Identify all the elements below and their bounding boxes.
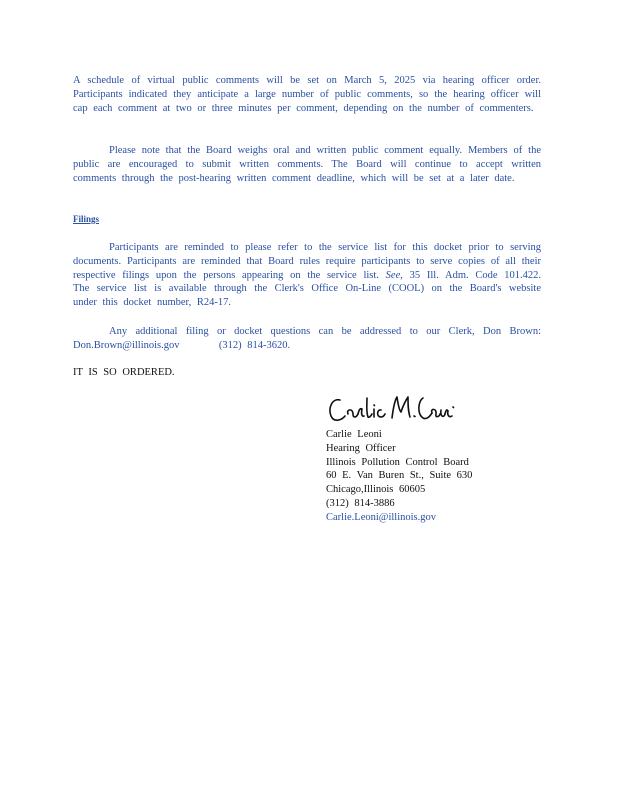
service-list-paragraph xyxy=(73,241,541,310)
agency-name: Illinois Pollution Control Board xyxy=(326,456,469,468)
questions-paragraph xyxy=(73,325,541,353)
clerk-phone: (312) 814-3620. xyxy=(218,339,291,351)
signature-block xyxy=(326,428,472,525)
so-ordered-statement: IT IS SO ORDERED. xyxy=(73,367,175,378)
schedule-paragraph: A schedule of virtual public comments will be set on March 5, 2025 via hearing officer order. Participants indicated they anticipate a large number of public comments, so the hearing officer will cap each comment at two or three minutes per comment, depending on the number of commenters. xyxy=(73,75,541,114)
clerk-email-link[interactable]: Don.Brown@illinois.gov xyxy=(73,339,180,351)
signer-title: Hearing Officer xyxy=(326,442,396,454)
see-citation: See xyxy=(385,269,401,281)
filings-heading: Filings xyxy=(73,214,100,224)
questions-text: Any additional filing or docket questions can be addressed to our Clerk, Don Brown: xyxy=(109,326,541,337)
public-comment-note-paragraph: Please note that the Board weighs oral and written public comment equally. Members of the public are encouraged to submit written comments. The Board will continue to accept written comments through the post-hearing written comment deadline, which will be set at a later date. xyxy=(73,145,541,184)
signer-phone: (312) 814-3886 xyxy=(326,497,395,509)
signer-email-link[interactable]: Carlie.Leoni@illinois.gov xyxy=(326,511,436,523)
signer-name: Carlie Leoni xyxy=(326,429,382,440)
street-address: 60 E. Van Buren St., Suite 630 xyxy=(326,470,473,482)
service-text-after: , 35 Ill. Adm. Code 101.422. The service list is available through the Clerk's Office On-Line (COOL) on the Board's website under this docket number, R24-17. xyxy=(73,269,542,309)
handwritten-signature xyxy=(326,392,456,426)
service-text-before: Participants are reminded to please refer to the service list for this docket prior to serving documents. Participants are reminded that Board rules require participants to serve copies of all their respective filings upon the persons appearing on the service list. xyxy=(73,242,541,281)
city-address: Chicago,Illinois 60605 xyxy=(326,484,426,496)
